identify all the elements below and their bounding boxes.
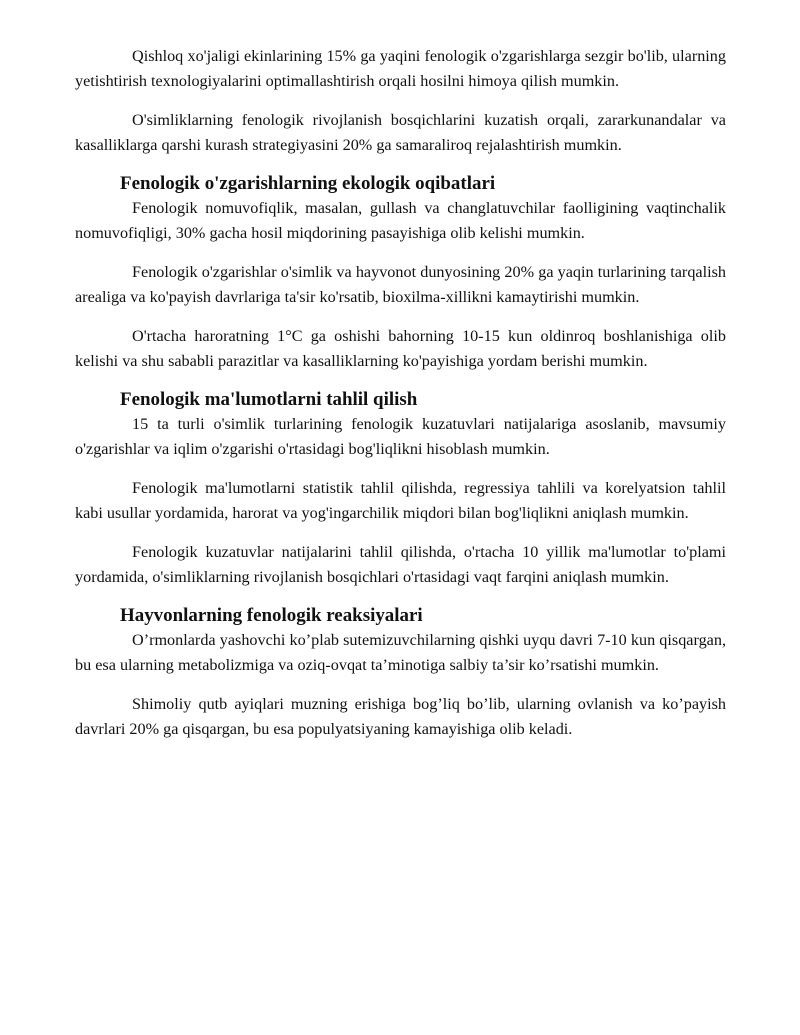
paragraph: Fenologik ma'lumotlarni statistik tahlil qilishda, regressiya tahlili va korelyatsion tahlil kabi usullar yordamida, harorat va yog'ingarchilik miqdori bilan bog'liqlikni aniqlash mumkin. (75, 479, 726, 522)
section-heading: Fenologik ma'lumotlarni tahlil qilish (120, 389, 418, 410)
paragraph: Shimoliy qutb ayiqlari muzning erishiga bog’liq bo’lib, ularning ovlanish va ko’payish davrlari 20% ga qisqargan, bu esa populyatsiyaning kamayishiga olib keladi. (75, 695, 726, 738)
paragraph: Qishloq xo'jaligi ekinlarining 15% ga yaqini fenologik o'zgarishlarga sezgir bo'lib, ularning yetishtirish texnologiyalarini optimallashtirish orqali hosilni himoya qilish mumkin. (75, 47, 726, 90)
paragraph: O'rtacha haroratning 1°C ga oshishi bahorning 10-15 kun oldinroq boshlanishiga olib kelishi va shu sababli parazitlar va kasalliklarning ko'payishiga yordam berishi mumkin. (75, 327, 726, 370)
paragraph: O'simliklarning fenologik rivojlanish bosqichlarini kuzatish orqali, zararkunandalar va kasalliklarga qarshi kurash strategiyasini 20% ga samaraliroq rejalashtirish mumkin. (75, 111, 726, 154)
document-page (75, 44, 726, 741)
section-heading: Hayvonlarning fenologik reaksiyalari (120, 605, 423, 626)
paragraph: Fenologik nomuvofiqlik, masalan, gullash va changlatuvchilar faolligining vaqtinchalik nomuvofiqligi, 30% gacha hosil miqdorining pasayishiga olib kelishi mumkin. (75, 199, 726, 242)
paragraph: 15 ta turli o'simlik turlarining fenologik kuzatuvlari natijalariga asoslanib, mavsumiy o'zgarishlar va iqlim o'zgarishi o'rtasidagi bog'liqlikni hisoblash mumkin. (75, 415, 726, 458)
paragraph: Fenologik o'zgarishlar o'simlik va hayvonot dunyosining 20% ga yaqin turlarining tarqalish arealiga va ko'payish davrlariga ta'sir ko'rsatib, bioxilma-xillikni kamaytirishi mumkin. (75, 263, 726, 306)
paragraph: O’rmonlarda yashovchi ko’plab sutemizuvchilarning qishki uyqu davri 7-10 kun qisqargan, bu esa ularning metabolizmiga va oziq-ovqat ta’minotiga salbiy ta’sir ko’rsatishi mumkin. (75, 631, 726, 674)
section-heading: Fenologik o'zgarishlarning ekologik oqibatlari (120, 173, 496, 194)
paragraph: Fenologik kuzatuvlar natijalarini tahlil qilishda, o'rtacha 10 yillik ma'lumotlar to'plami yordamida, o'simliklarning rivojlanish bosqichlari o'rtasidagi vaqt farqini aniqlash mumkin. (75, 543, 726, 586)
